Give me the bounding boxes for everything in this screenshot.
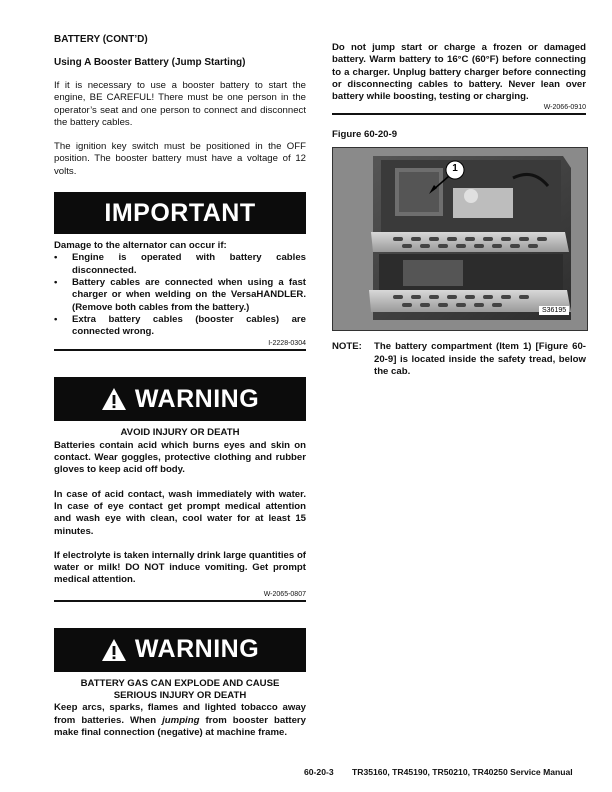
warning-paragraph: Batteries contain acid which burns eyes and skin on contact. Wear goggles, protective clothing and rubber gloves to keep acid off body. [54, 439, 306, 476]
divider [54, 349, 306, 351]
battery-compartment-photo [332, 147, 588, 331]
figure-label: Figure 60-20-9 [332, 129, 398, 141]
section-title: BATTERY (CONT’D) [54, 34, 148, 45]
important-banner [54, 192, 306, 234]
warning-paragraph: If electrolyte is taken internally drink large quantities of water or milk! DO NOT induce vomiting. Get prompt medical attention. [54, 549, 306, 586]
warning-banner-text: WARNING [134, 635, 260, 664]
photo-id-label: S36195 [539, 306, 569, 315]
warning-paragraph [54, 702, 306, 739]
divider [332, 113, 586, 115]
left-column [54, 34, 306, 739]
callout-number: 1 [452, 163, 458, 175]
right-column [332, 42, 586, 378]
subsection-title: Using A Booster Battery (Jump Starting) [54, 57, 246, 68]
bullet-text: Extra battery cables (booster cables) are connected wrong. [72, 313, 306, 338]
warning-code: W-2066-0910 [543, 104, 586, 112]
warning-title-line: SERIOUS INJURY OR DEATH [113, 690, 247, 702]
jump-start-warning: Do not jump start or charge a frozen or damaged battery. Warm battery to 16°C (60°F) before connecting to a charger. Unplug battery charger before connecting or disconnecting cables to battery. Never lean over battery while boosting, testing or charging. [332, 42, 586, 103]
important-bullet: • Extra battery cables (booster cables) are connected wrong. [54, 313, 306, 338]
bullet-text: Engine is operated with battery cables disconnected. [72, 252, 306, 276]
page-number: 60-20-3 [304, 767, 334, 777]
warning-text: Keep arcs, sparks, flames and lighted tobacco away from batteries. When [54, 702, 306, 726]
warning-text-emphasis: jumping [162, 714, 200, 726]
warning-title-line: BATTERY GAS CAN EXPLODE AND CAUSE [80, 677, 280, 689]
warning-acid [54, 377, 306, 601]
important-bullet: • Engine is operated with battery cables disconnected. [54, 252, 306, 276]
note [332, 341, 586, 378]
important-notice [54, 192, 306, 351]
important-intro: Damage to the alternator can occur if: [54, 240, 227, 252]
warning-title: AVOID INJURY OR DEATH [120, 427, 240, 439]
warning-triangle-icon [101, 387, 127, 411]
warning-triangle-icon [101, 638, 127, 662]
note-text: The battery compartment (Item 1) [Figure 60-20-9] is located inside the safety tread, below the cab. [374, 341, 586, 378]
note-label: NOTE: [332, 341, 362, 353]
bullet-text: Battery cables are connected when using a fast charger or when welding on the VersaHANDLER. (Remove both cables from the battery.) [72, 276, 306, 313]
warning-banner-text: WARNING [134, 384, 260, 413]
warning-gas [54, 628, 306, 739]
important-bullet: • Battery cables are connected when using a fast charger or when welding on the VersaHANDLER. (Remove both cables from the battery.) [54, 276, 306, 313]
manual-title: TR35160, TR45190, TR50210, TR40250 Service Manual [352, 767, 573, 777]
warning-paragraph: In case of acid contact, wash immediately with water. In case of eye contact get prompt medical attention and wash eye with clean, cool water for at least 15 minutes. [54, 488, 306, 537]
intro-paragraph: If it is necessary to use a booster battery to start the engine, BE CAREFUL! There must be one person in the operator’s seat and one person to connect and disconnect the battery cables. [54, 80, 306, 128]
battery-photo-illustration [333, 148, 587, 330]
warning-banner [54, 628, 306, 672]
important-banner-text: IMPORTANT [104, 198, 256, 227]
warning-text: from booster battery make final connection (negative) at machine frame. [54, 714, 306, 738]
warning-code: W-2065-0807 [263, 590, 306, 598]
divider [54, 600, 306, 602]
warning-banner [54, 377, 306, 421]
ignition-paragraph: The ignition key switch must be positioned in the OFF position. The booster battery must have a voltage of 12 volts. [54, 141, 306, 177]
important-code: I-2228-0304 [268, 340, 306, 348]
